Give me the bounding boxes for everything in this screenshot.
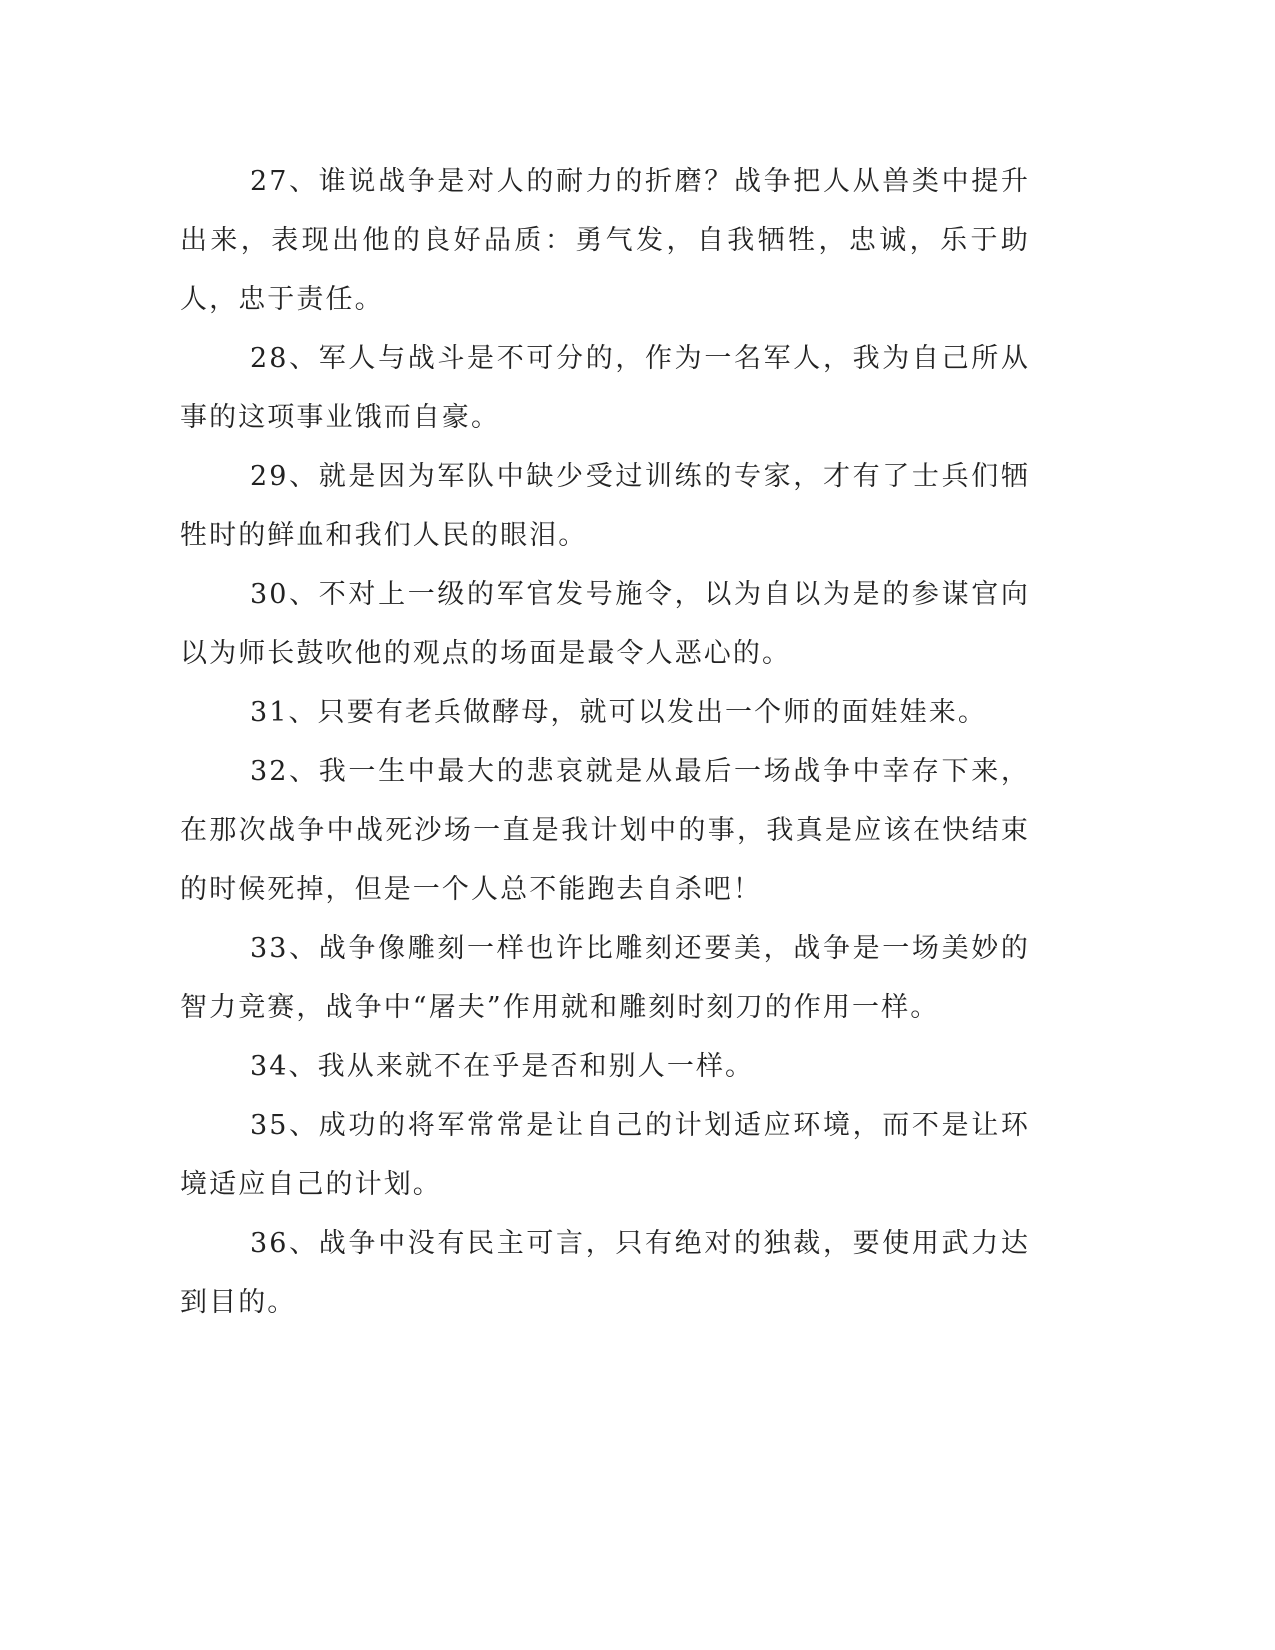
document-page xyxy=(180,152,1030,1332)
quote-paragraph-35: 35、成功的将军常常是让自己的计划适应环境，而不是让环境适应自己的计划。 xyxy=(180,1110,1030,1200)
quote-paragraph-27: 27、谁说战争是对人的耐力的折磨？战争把人从兽类中提升出来，表现出他的良好品质：勇气发，自我牺牲，忠诚，乐于助人，忠于责任。 xyxy=(180,166,1030,315)
quote-paragraph-30: 30、不对上一级的军官发号施令，以为自以为是的参谋官向以为师长鼓吹他的观点的场面是最令人恶心的。 xyxy=(180,579,1030,669)
quote-paragraph-28: 28、军人与战斗是不可分的，作为一名军人，我为自己所从事的这项事业饿而自豪。 xyxy=(180,343,1030,433)
quote-paragraph-32: 32、我一生中最大的悲哀就是从最后一场战争中幸存下来，在那次战争中战死沙场一直是我计划中的事，我真是应该在快结束的时候死掉，但是一个人总不能跑去自杀吧！ xyxy=(180,756,1030,905)
quote-paragraph-29: 29、就是因为军队中缺少受过训练的专家，才有了士兵们牺牲时的鲜血和我们人民的眼泪。 xyxy=(180,461,1030,551)
quote-paragraph-36: 36、战争中没有民主可言，只有绝对的独裁，要使用武力达到目的。 xyxy=(180,1228,1030,1318)
quote-paragraph-31: 31、只要有老兵做酵母，就可以发出一个师的面娃娃来。 xyxy=(250,697,987,728)
quote-paragraph-33: 33、战争像雕刻一样也许比雕刻还要美，战争是一场美妙的智力竞赛，战争中“屠夫”作用就和雕刻时刻刀的作用一样。 xyxy=(180,933,1030,1023)
quote-paragraph-34: 34、我从来就不在乎是否和别人一样。 xyxy=(250,1051,755,1082)
